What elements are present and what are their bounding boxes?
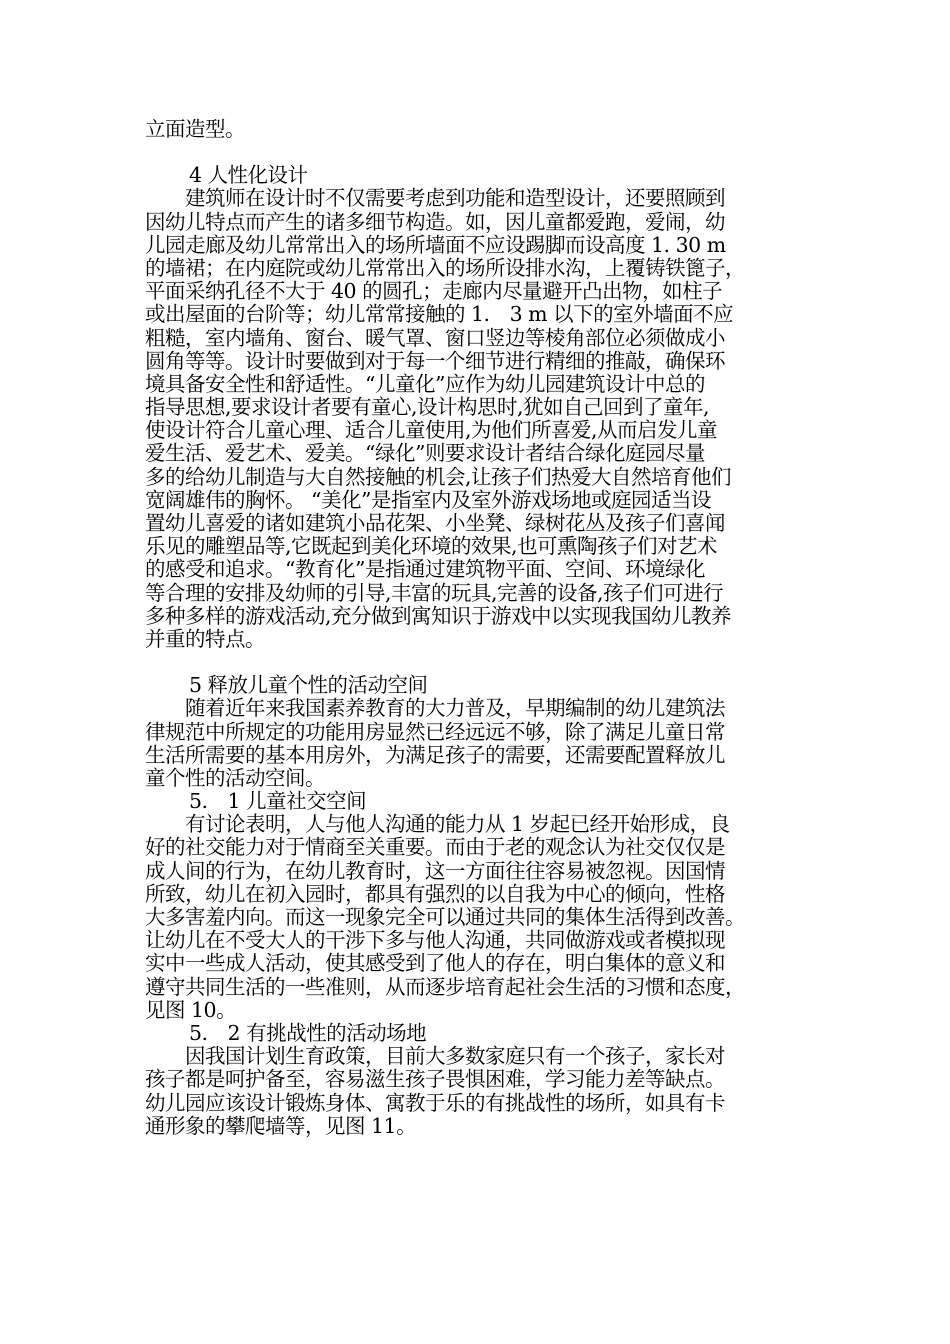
- paragraph-line: 童个性的活动空间。: [145, 765, 325, 790]
- paragraph-line: 等合理的安排及幼师的引导,丰富的玩具,完善的设备,孩子们可进行: [145, 580, 724, 605]
- paragraph-line: 生活所需要的基本用房外，为满足孩子的需要，还需要配置释放儿: [145, 742, 725, 767]
- paragraph-line: 因幼儿特点而产生的诸多细节构造。如，因儿童都爱跑，爱闹，幼: [145, 209, 725, 234]
- paragraph-line: 让幼儿在不受大人的干涉下多与他人沟通，共同做游戏或者模拟现: [145, 928, 725, 953]
- section-5-body: [145, 697, 807, 790]
- paragraph-line: 遵守共同生活的一些准则，从而逐步培育起社会生活的习惯和态度，: [145, 974, 745, 999]
- paragraph-line: 立面造型。: [145, 117, 245, 141]
- paragraph-line: 宽阔雄伟的胸怀。 “美化”是指室内及室外游戏场地或庭园适当设: [145, 487, 711, 512]
- paragraph-line: 乐见的雕塑品等,它既起到美化环境的效果,也可熏陶孩子们对艺术: [145, 534, 718, 559]
- paragraph-line: 因我国计划生育政策，目前大多数家庭只有一个孩子，家长对: [145, 1044, 725, 1069]
- text-column: [145, 118, 807, 1138]
- paragraph-line: 好的社交能力对于情商至关重要。而由于老的观念认为社交仅仅是: [145, 835, 725, 860]
- paragraph-line: 大多害羞内向。而这一现象完全可以通过共同的集体生活得到改善。: [145, 905, 745, 929]
- paragraph-line: 孩子都是呵护备至，容易滋生孩子畏惧困难，学习能力差等缺点。: [145, 1067, 725, 1092]
- paragraph-line: 指导思想,要求设计者要有童心,设计构思时,犹如自己回到了童年,: [145, 395, 710, 420]
- subsection-heading: 5. 1 儿童社交空间: [189, 789, 367, 814]
- paragraph-line: 爱生活、爱艺术、爱美。“绿化”则要求设计者结合绿化庭园尽量: [145, 441, 705, 466]
- paragraph-line: 见图 10。: [145, 997, 237, 1022]
- paragraph-line: 通形象的攀爬墙等，见图 11。: [145, 1113, 417, 1138]
- paragraph-line: 使设计符合儿童心理、适合儿童使用,为他们所喜爱,从而启发儿童: [145, 418, 718, 443]
- paragraph-line: 粗糙，室内墙角、窗台、暖气罩、窗口竖边等棱角部位必须做成小: [145, 325, 725, 350]
- paragraph-line: 幼儿园应该设计锻炼身体、寓教于乐的有挑战性的场所，如具有卡: [145, 1090, 725, 1115]
- paragraph-line: 随着近年来我国素养教育的大力普及，早期编制的幼儿建筑法: [145, 696, 725, 721]
- paragraph-line: 并重的特点。: [145, 626, 265, 651]
- paragraph-line: 律规范中所规定的功能用房显然已经远远不够，除了满足儿童日常: [145, 719, 725, 744]
- paragraph-line: 的感受和追求。“教育化”是指通过建筑物平面、空间、环境绿化: [145, 557, 705, 582]
- paragraph-line: 实中一些成人活动，使其感受到了他人的存在，明白集体的意义和: [145, 951, 725, 976]
- paragraph-gap: [145, 651, 807, 674]
- section-heading: 4 人性化设计: [189, 163, 308, 188]
- paragraph-line: 所致，幼儿在初入园时，都具有强烈的以自我为中心的倾向，性格: [145, 881, 725, 906]
- section-5-2-body: [145, 1045, 807, 1138]
- paragraph-line: 平面采纳孔径不大于 40 的圆孔；走廊内尽量避开凸出物，如柱子: [145, 279, 723, 304]
- paragraph-line: 的墙裙；在内庭院或幼儿常常出入的场所设排水沟，上覆铸铁篦子，: [145, 255, 745, 280]
- paragraph-line: 置幼儿喜爱的诸如建筑小品花架、小坐凳、绿树花丛及孩子们喜闻: [145, 511, 725, 535]
- paragraph-line: 圆角等等。设计时要做到对于每一个细节进行精细的推敲，确保环: [145, 348, 725, 373]
- paragraph-line: 儿园走廊及幼儿常常出入的场所墙面不应设踢脚而设高度 1. 30 m: [145, 232, 726, 257]
- section-4-body: [145, 187, 807, 651]
- paragraph-gap: [145, 141, 807, 164]
- paragraph-line: 成人间的行为，在幼儿教育时，这一方面往往容易被忽视。因国情: [145, 858, 725, 883]
- paragraph-line: 多种多样的游戏活动,充分做到寓知识于游戏中以实现我国幼儿教养: [145, 603, 732, 628]
- paragraph-line: 境具备安全性和舒适性。“儿童化”应作为幼儿园建筑设计中总的: [145, 371, 705, 396]
- paragraph-line: 多的给幼儿制造与大自然接触的机会,让孩子们热爱大自然培育他们: [145, 464, 732, 489]
- paragraph-line: 建筑师在设计时不仅需要考虑到功能和造型设计，还要照顾到: [145, 186, 725, 211]
- paragraph-line: 或出屋面的台阶等；幼儿常常接触的 1. 3 m 以下的室外墙面不应: [145, 302, 734, 327]
- subsection-heading: 5. 2 有挑战性的活动场地: [189, 1020, 427, 1045]
- section-5-1-body: [145, 813, 807, 1022]
- section-heading: 5 释放儿童个性的活动空间: [189, 673, 428, 698]
- paragraph-line: 有讨论表明，人与他人沟通的能力从 1 岁起已经开始形成，良: [145, 812, 730, 837]
